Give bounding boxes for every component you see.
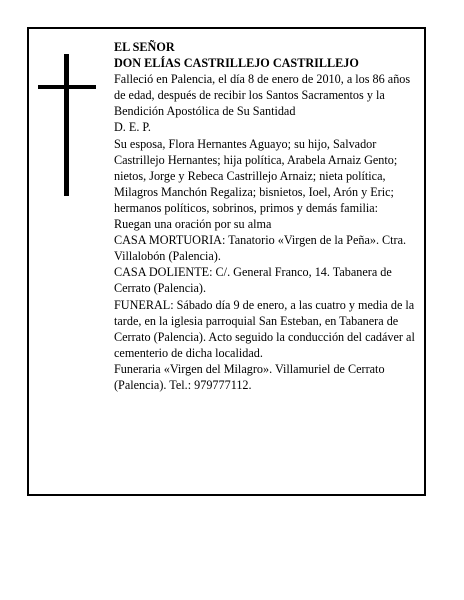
funeraria-contact: Funeraria «Virgen del Milagro». Villamuriel de Cerrato (Palencia). Tel.: 979777112. [114,361,385,392]
prayer-request: Ruegan una oración por su alma [114,217,272,232]
casa-mortuoria: CASA MORTUORIA: Tanatorio «Virgen de la Peña». Ctra. Villalobón (Palencia). [114,233,407,264]
casa-doliente: CASA DOLIENTE: C/. General Franco, 14. Tabanera de Cerrato (Palencia). [114,265,392,296]
cross-vertical-bar [64,54,69,196]
deceased-name: DON ELÍAS CASTRILLEJO CASTRILLEJO [114,56,359,71]
latin-cross-icon [38,54,96,196]
death-statement: Falleció en Palencia, el día 8 de enero de 2010, a los 86 años de edad, después de recibir los Santos Sacramentos y la Bendición Apostólica de Su Santidad [114,72,411,119]
title-line: EL SEÑOR [114,40,175,54]
funeral-details: FUNERAL: Sábado día 9 de enero, a las cuatro y media de la tarde, en la iglesia parroquial San Esteban, en Tabanera de Cerrato (Palencia). Acto seguido la conducción del cadáver al cementerio de dicha localidad. [114,297,415,360]
family-list: Su esposa, Flora Hernantes Aguayo; su hijo, Salvador Castrillejo Hernantes; hija política, Arabela Arnaiz Gento; nietos, Jorge y Rebeca Castrillejo Arnaiz; nieta política, Milagros Manchón Regaliza; bisnietos, Ioel, Arón y Eric; hermanos políticos, sobrinos, primos y demás familia: [114,136,398,215]
dep-line: D. E. P. [114,120,151,135]
obituary-text [114,39,420,393]
cross-horizontal-bar [38,85,96,89]
